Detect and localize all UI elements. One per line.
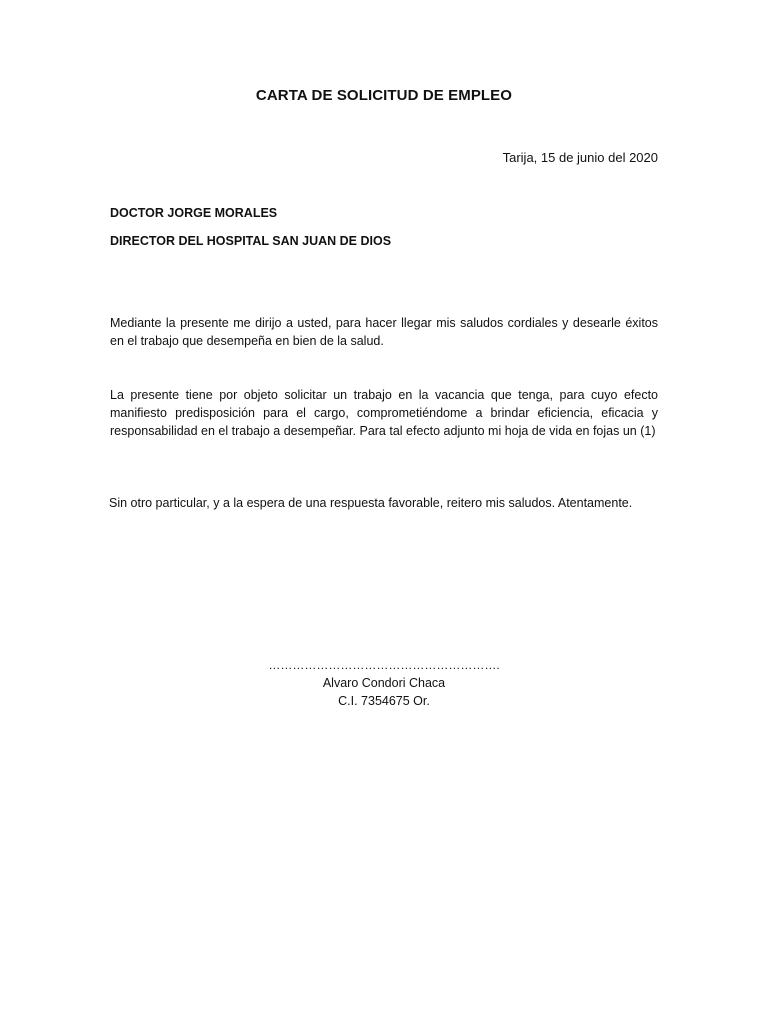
signer-id: C.I. 7354675 Or. bbox=[338, 694, 430, 708]
letter-date: Tarija, 15 de junio del 2020 bbox=[502, 150, 658, 165]
body-paragraph-closing: Sin otro particular, y a la espera de una respuesta favorable, reitero mis saludos. Atentamente. bbox=[109, 496, 633, 510]
letter-title: CARTA DE SOLICITUD DE EMPLEO bbox=[255, 87, 513, 104]
signature-block bbox=[0, 656, 768, 710]
body-paragraph-greeting: Mediante la presente me dirijo a usted, para hacer llegar mis saludos cordiales y desearle éxitos en el trabajo que desempeña en bien de la salud. bbox=[110, 316, 658, 348]
recipient-role: DIRECTOR DEL HOSPITAL SAN JUAN DE DIOS bbox=[110, 234, 392, 248]
recipient-name: DOCTOR JORGE MORALES bbox=[110, 206, 278, 220]
signature-line: …………………………………………………. bbox=[268, 658, 500, 672]
signer-name: Alvaro Condori Chaca bbox=[322, 676, 446, 690]
body-paragraph-request: La presente tiene por objeto solicitar un trabajo en la vacancia que tenga, para cuyo efecto manifiesto predisposición para el cargo, comprometiéndome a brindar eficiencia, eficacia y responsabilidad en el trabajo a desempeñar. Para tal efecto adjunto mi hoja de vida en fojas un (1) bbox=[110, 388, 658, 438]
